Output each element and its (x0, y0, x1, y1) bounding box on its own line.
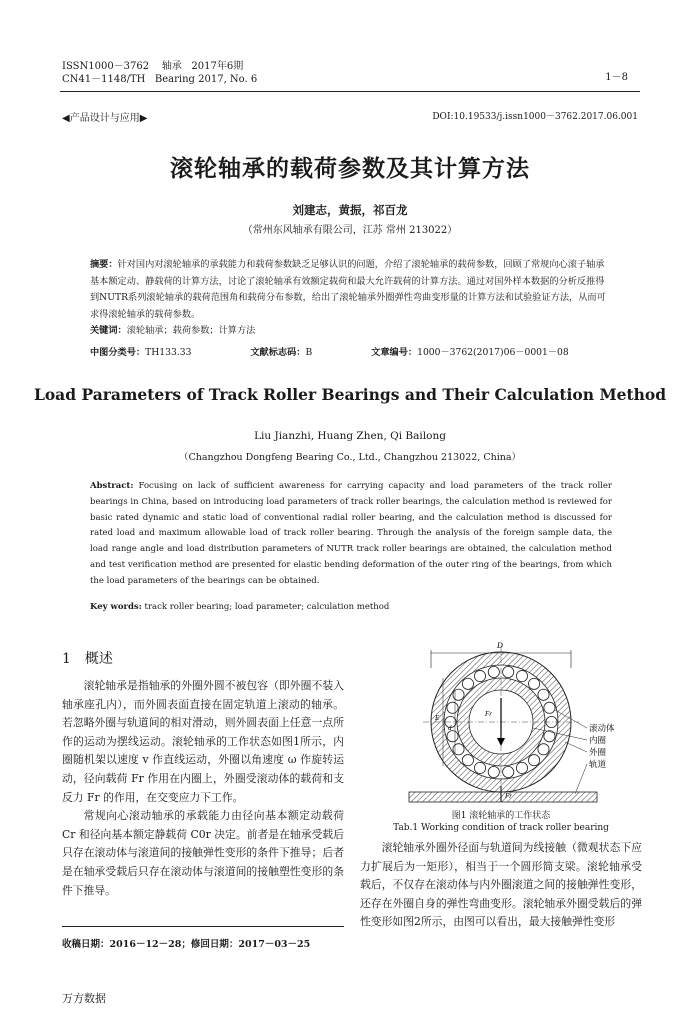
clc-value: TH133.33 (145, 347, 192, 358)
article-no-value: 1000－3762(2017)06－0001－08 (417, 347, 569, 358)
figure-track-roller-bearing (405, 638, 635, 808)
article-no-label: 文章编号： (371, 347, 418, 358)
title-en: Load Parameters of Track Roller Bearings and Their Calculation Method (33, 385, 667, 404)
roller (528, 678, 539, 689)
doi-link[interactable]: DOI:10.19533/j.issn1000－3762.2017.06.001 (432, 112, 638, 122)
roller (544, 702, 555, 713)
journal-header (62, 60, 257, 86)
issue-date-zh: 2017年6期 (191, 61, 244, 72)
abstract-zh-text: 针对国内对滚轮轴承的承载能力和载荷参数缺乏足够认识的问题，介绍了滚轮轴承的载荷参数，回顾了常规向心滚子轴承基本额定动、静载荷的计算方法，讨论了滚轮轴承有效额定载荷和最大允许载荷的计算方法。通过对国外样本数据的分析反推得到NUTR系列滚轮轴承的载荷范围角和载荷分布参数，给出了滚轮轴承外圈弹性弯曲变形量的计算方法和试验验证方法，从而可求得滚轮轴承的载荷参数。 (90, 259, 606, 320)
keywords-zh: 滚轮轴承；载荷参数；计算方法 (126, 325, 256, 336)
paragraph: 滚轮轴承外圈外径面与轨道间为线接触（微观状态下应力扩展后为一矩形），相当于一个圆形简支梁。滚轮轴承受载后，不仅存在滚动体与内外圈滚道之间的接触弹性变形，还存在外圈自身的弹性弯曲变形。滚轮轴承外圈受载后的弹性变形如图2所示，由图可以看出，最大接触弹性变形 (360, 841, 642, 929)
abstract-zh (90, 257, 612, 340)
keywords-en-row (90, 602, 612, 612)
label-D: D (497, 641, 503, 650)
roller (503, 666, 514, 677)
figure-caption-en: Tab.1 Working condition of track roller bearing (393, 823, 609, 833)
abstract-en (90, 479, 612, 590)
roller (453, 744, 464, 755)
roller (447, 731, 458, 742)
roller (538, 689, 549, 700)
label-d: d (448, 724, 452, 732)
keywords-zh-label: 关键词： (90, 325, 127, 336)
journal-name-en: Bearing 2017, No. 6 (154, 74, 258, 85)
roller (516, 762, 527, 773)
footnote-divider (62, 926, 344, 927)
roller (488, 666, 499, 677)
journal-name-zh: 轴承 (161, 61, 182, 72)
body-text-right (360, 839, 642, 932)
roller (516, 670, 527, 681)
label-Fr-reaction: Fr (505, 792, 512, 800)
section-tag: ◀产品设计与应用▶ (62, 113, 148, 124)
roller (503, 766, 514, 777)
roller (474, 670, 485, 681)
page-range: 1－8 (605, 72, 628, 83)
received-dates: 收稿日期：2016－12－28；修回日期：2017－03－25 (62, 939, 311, 950)
leader-line (575, 764, 587, 794)
paragraph: 常规向心滚动轴承的承载能力由径向基本额定动载荷 Cr 和径向基本额定静载荷 C0r 决定。前者是在轴承受载后只存在滚动体与滚道间的接触弹性变形的条件下推导；后者是在轴承受载后只存在滚动体与滚道间的接触塑性变形的条件下推导。 (62, 809, 344, 897)
label-outer-ring: 外圈 (589, 748, 607, 758)
footer-watermark: 万方数据 (62, 992, 106, 1005)
label-rolling-element: 滚动体 (589, 724, 615, 734)
authors-en: Liu Jianzhi, Huang Zhen, Qi Bailong (254, 430, 446, 442)
roller (453, 689, 464, 700)
roller (447, 702, 458, 713)
label-Fr: Fr (485, 710, 492, 718)
clc-label: 中图分类号： (90, 347, 146, 358)
body-text-left (62, 677, 344, 900)
affiliation-zh: （常州东风轴承有限公司，江苏 常州 213022） (242, 225, 458, 236)
header-divider (60, 91, 640, 92)
roller (528, 755, 539, 766)
doc-code-label: 文献标志码： (250, 347, 306, 358)
abstract-zh-label: 摘要： (90, 259, 118, 270)
section-title: 概述 (84, 651, 113, 667)
title-zh: 滚轮轴承的载荷参数及其计算方法 (170, 155, 530, 182)
label-E: E (435, 714, 440, 722)
keywords-en: track roller bearing; load parameter; calculation method (141, 602, 390, 612)
abstract-en-text: Focusing on lack of sufficient awareness for carrying capacity and load parameters of the track roller bearings in China, based on introducing load parameters of track roller bearings, the calculation method is reviewed for basic rated dynamic and static load of conventional radial roller bearing, and the calculation method is discussed for rated load and maximum allowable load of track roller bearing. Through the analysis of the foreign sample data, the load range angle and load distribution parameters of NUTR track roller bearings are obtained, the calculation method and test verification method are presented for elastic bending deformation of the outer ring of the bearings, from which the load parameters of the bearings can be obtained. (90, 481, 612, 586)
issn: ISSN1000－3762 (62, 61, 150, 72)
roller (474, 762, 485, 773)
label-inner-ring: 内圈 (589, 736, 607, 746)
leader-line (565, 742, 587, 752)
roller (462, 755, 473, 766)
track (409, 792, 597, 802)
section-heading (62, 648, 113, 668)
affiliation-en: （Changzhou Dongfeng Bearing Co., Ltd., Changzhou 213022, China） (178, 452, 522, 463)
figure-caption-zh: 图1 滚轮轴承的工作状态 (451, 811, 551, 821)
section-number: 1 (62, 651, 71, 667)
roller (462, 678, 473, 689)
classification-row (90, 344, 612, 358)
abstract-en-label: Abstract: (90, 481, 134, 491)
cn-number: CN41－1148/TH (62, 74, 146, 85)
roller (538, 744, 549, 755)
label-track: 轨道 (589, 760, 607, 770)
keywords-en-label: Key words: (90, 602, 142, 612)
doc-code-value: B (305, 347, 313, 358)
roller (488, 766, 499, 777)
paragraph: 滚轮轴承是指轴承的外圈外圆不被包容（即外圈不装入轴承座孔内），而外圆表面直接在固定轨道上滚动的轴承。若忽略外圈与轨道间的相对滑动，则外圆表面上任意一点所作的运动为摆线运动。滚轮轴承的工作状态如图1所示，内圈随机架以速度 v 作直线运动，外圈以角速度 ω 作旋转运动，径向载荷 Fr 作用在内圈上，外圈受滚动体的载荷和支反力 Fr 的作用，在交变应力下工作。 (62, 679, 344, 804)
authors-zh: 刘建志，黄振，祁百龙 (292, 203, 408, 217)
